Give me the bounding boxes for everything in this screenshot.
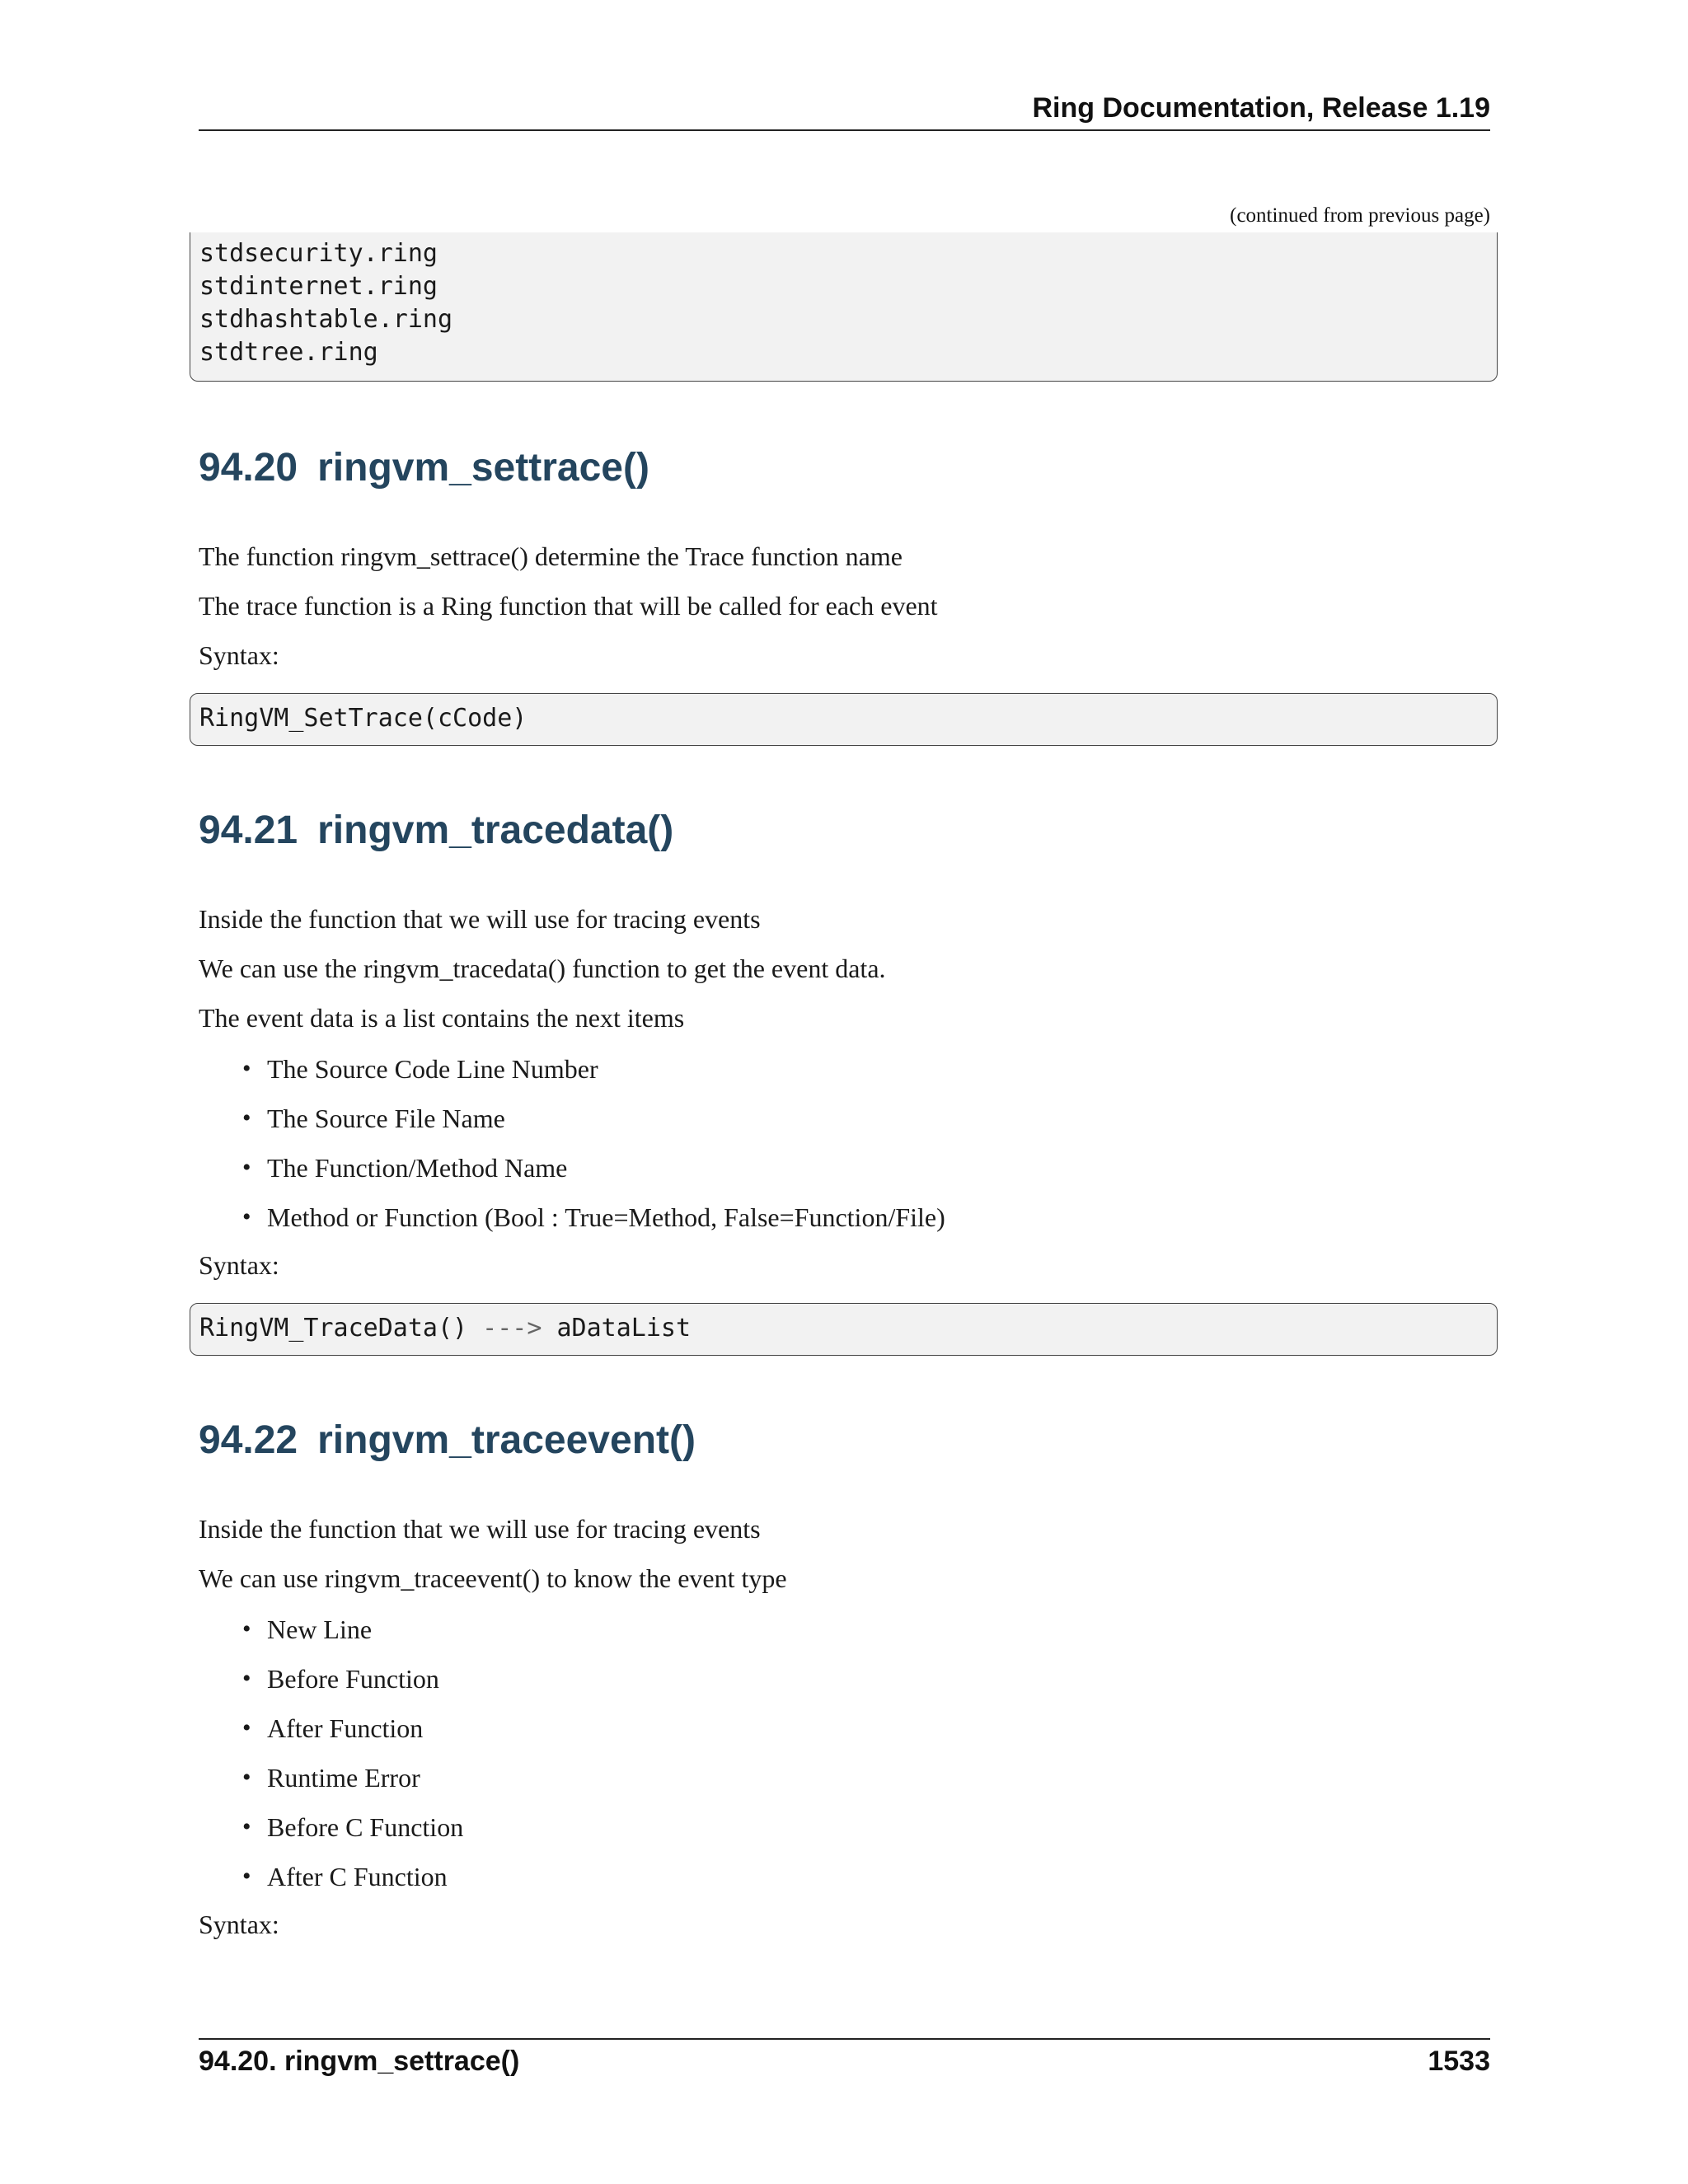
syntax-code-block xyxy=(190,693,1498,746)
section-title: ringvm_traceevent() xyxy=(317,1418,696,1462)
footer-rule xyxy=(199,2038,1490,2040)
page-number: 1533 xyxy=(1428,2046,1490,2077)
list-item: • After C Function xyxy=(199,1860,463,1910)
event-data-list xyxy=(199,1052,945,1250)
section-number: 94.20 xyxy=(199,446,298,490)
continued-code-block xyxy=(190,232,1498,382)
syntax-code-block xyxy=(190,1303,1498,1356)
section-number: 94.22 xyxy=(199,1418,298,1462)
code-line: stdhashtable.ring xyxy=(199,305,453,334)
section-heading-94-20 xyxy=(199,445,649,490)
list-item: • The Source Code Line Number xyxy=(199,1052,945,1102)
paragraph: The trace function is a Ring function that will be called for each event xyxy=(199,591,938,621)
code-call: RingVM_TraceData() xyxy=(199,1314,468,1343)
code-line: stdsecurity.ring xyxy=(199,239,438,268)
section-heading-94-22 xyxy=(199,1418,696,1463)
footer-section-title: 94.20. ringvm_settrace() xyxy=(199,2046,520,2077)
paragraph: Inside the function that we will use for tracing events xyxy=(199,1514,761,1544)
code-result: aDataList xyxy=(556,1314,692,1343)
list-item: • The Source File Name xyxy=(199,1102,945,1151)
syntax-label: Syntax: xyxy=(199,640,279,670)
continued-note: (continued from previous page) xyxy=(1230,204,1490,227)
section-heading-94-21 xyxy=(199,808,673,853)
code-arrow: ---> xyxy=(482,1314,542,1343)
code-line: stdtree.ring xyxy=(199,338,378,367)
paragraph: We can use ringvm_traceevent() to know the event type xyxy=(199,1563,787,1593)
paragraph: The function ringvm_settrace() determine the Trace function name xyxy=(199,541,903,571)
list-item: • After Function xyxy=(199,1712,463,1761)
header-rule xyxy=(199,129,1490,131)
code-line: RingVM_SetTrace(cCode) xyxy=(199,704,528,733)
section-title: ringvm_settrace() xyxy=(317,446,649,490)
paragraph: Inside the function that we will use for tracing events xyxy=(199,904,761,934)
list-item: • Before C Function xyxy=(199,1811,463,1860)
section-number: 94.21 xyxy=(199,808,298,852)
code-line xyxy=(199,1312,1488,1345)
paragraph: The event data is a list contains the next items xyxy=(199,1003,685,1033)
list-item: • Runtime Error xyxy=(199,1761,463,1811)
code-line: stdinternet.ring xyxy=(199,272,438,301)
list-item: • Method or Function (Bool : True=Method, False=Function/File) xyxy=(199,1201,945,1250)
event-type-list xyxy=(199,1613,463,1910)
list-item: • The Function/Method Name xyxy=(199,1151,945,1201)
document-page xyxy=(199,0,1490,2184)
syntax-label: Syntax: xyxy=(199,1910,279,1939)
list-item: • Before Function xyxy=(199,1662,463,1712)
paragraph: We can use the ringvm_tracedata() function to get the event data. xyxy=(199,954,886,983)
syntax-label: Syntax: xyxy=(199,1250,279,1280)
section-title: ringvm_tracedata() xyxy=(317,808,674,852)
running-header: Ring Documentation, Release 1.19 xyxy=(1032,92,1490,124)
list-item: • New Line xyxy=(199,1613,463,1662)
